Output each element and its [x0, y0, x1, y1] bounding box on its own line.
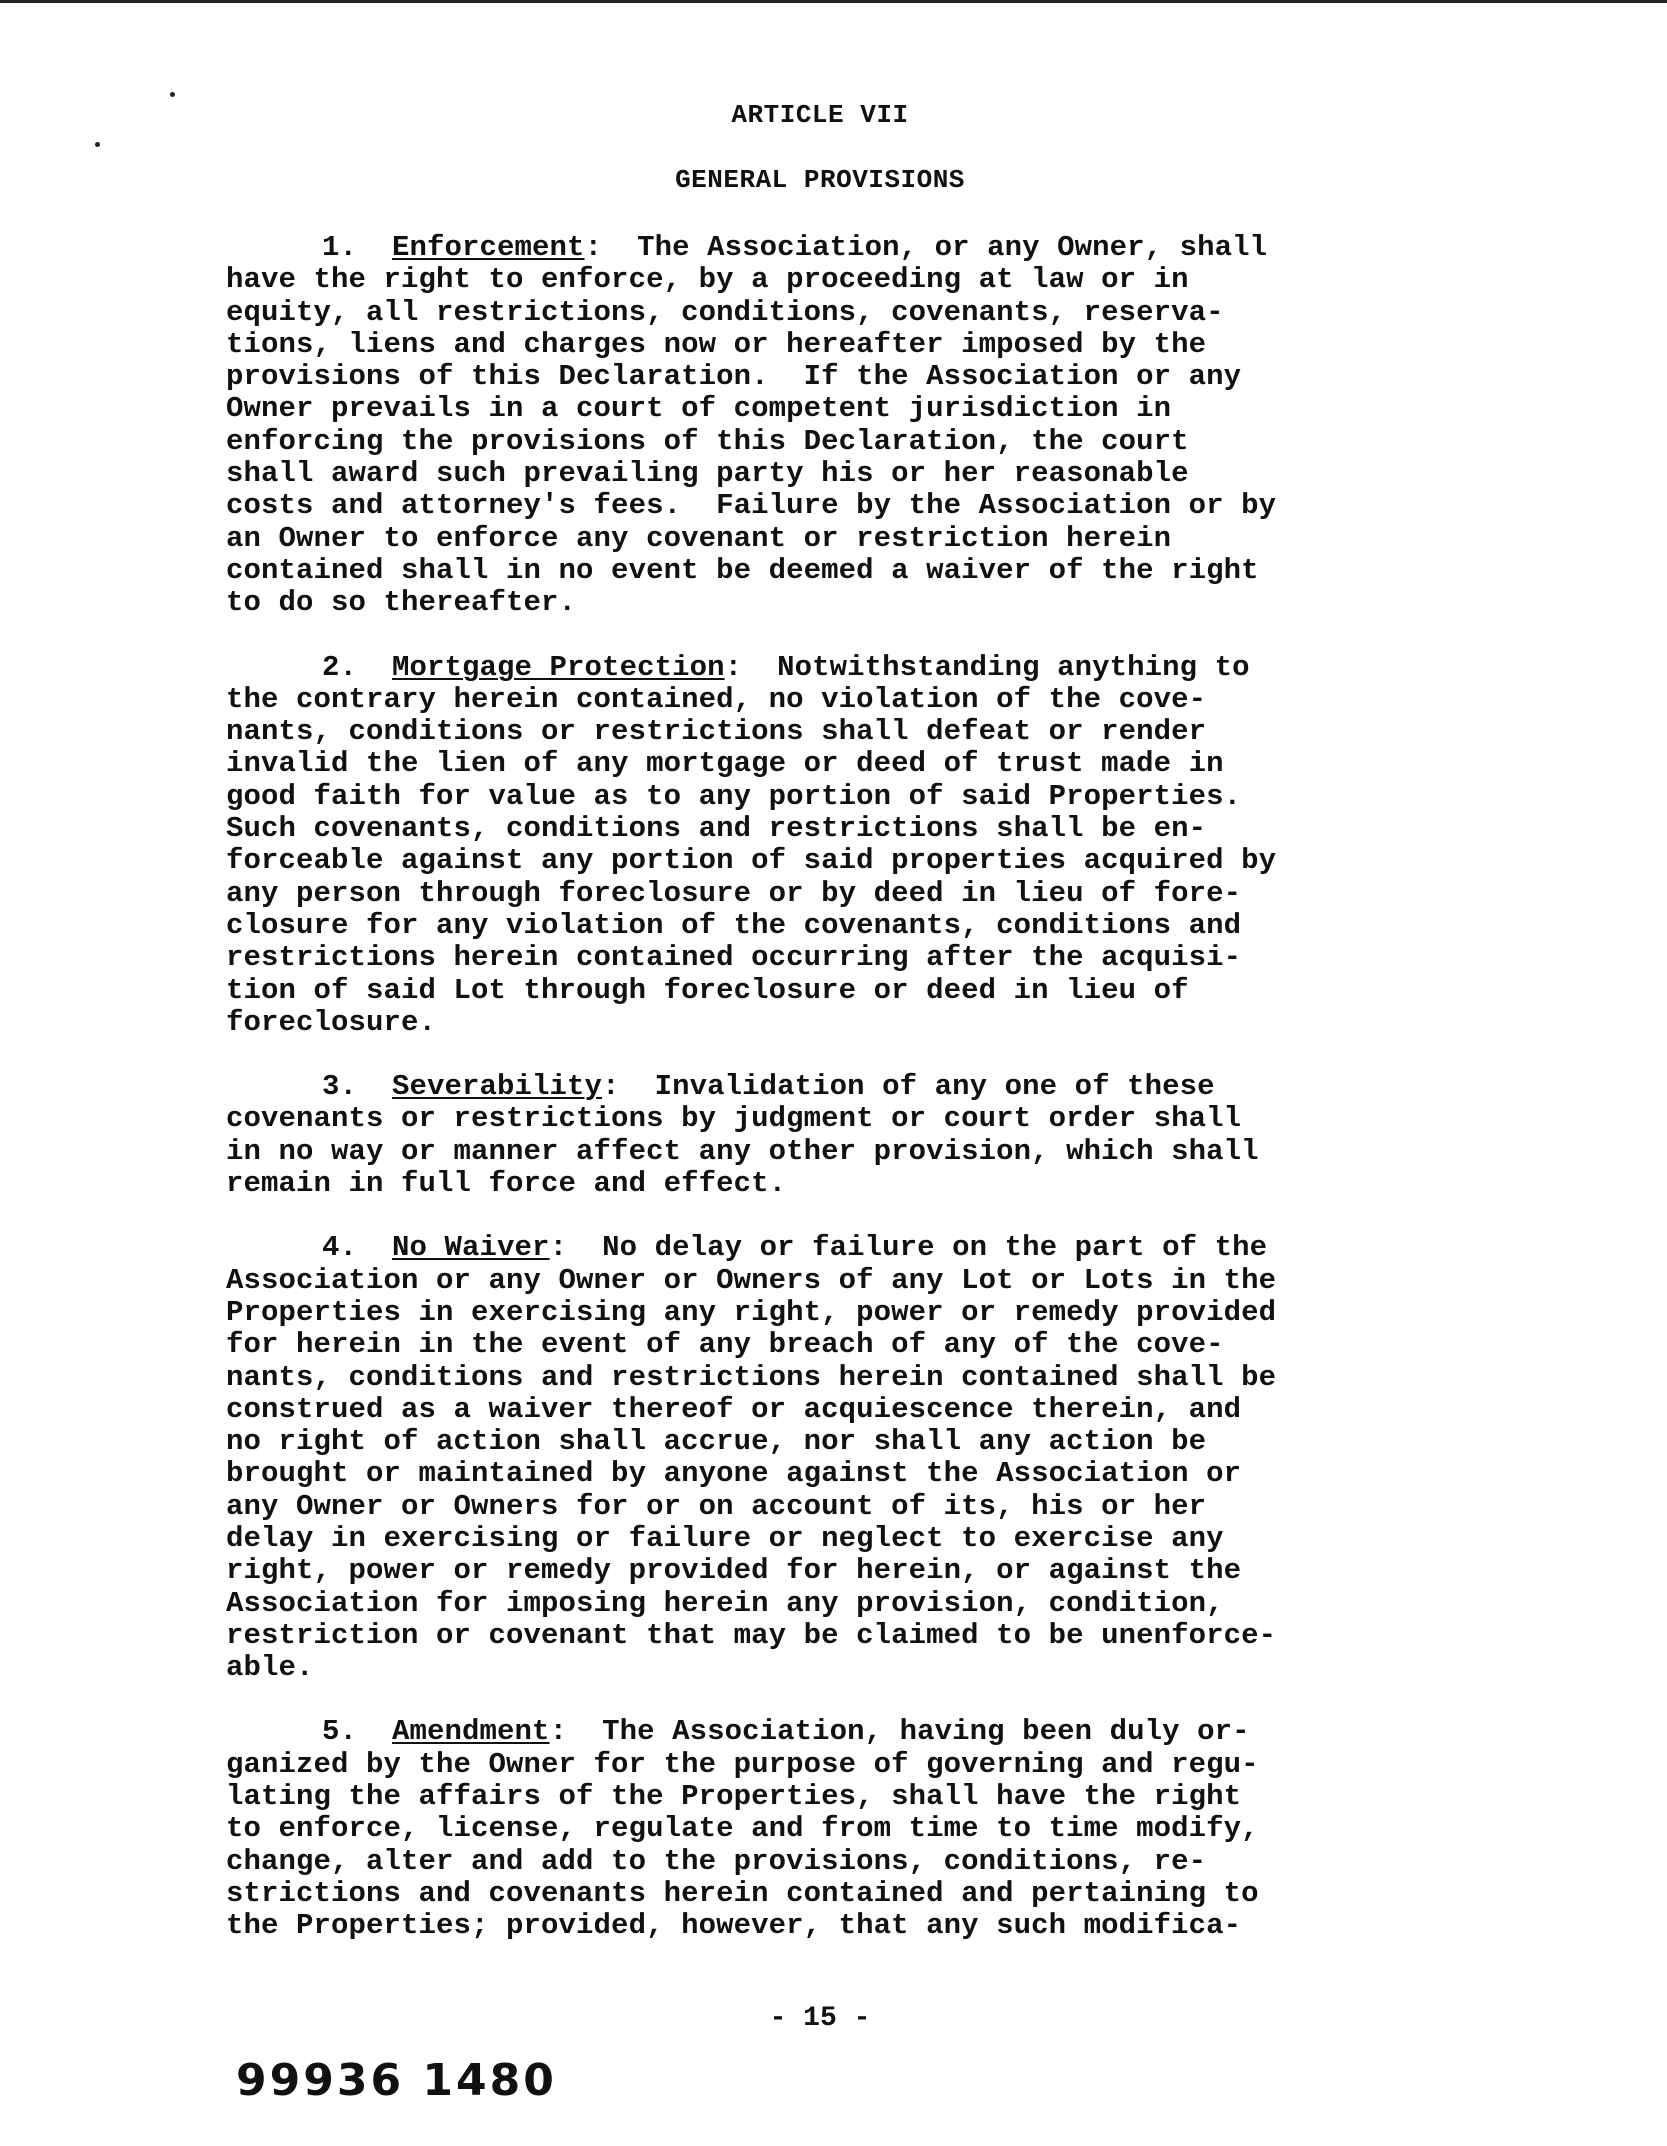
page-number: - 15 - [769, 2003, 871, 2034]
section-line: construed as a waiver thereof or acquiescence therein, and [226, 1392, 1242, 1426]
provision-section [226, 1071, 1416, 1200]
provision-section [226, 652, 1416, 1040]
section-text: Invalidation of any one of these [654, 1070, 1215, 1104]
section-text: Notwithstanding anything to [777, 650, 1250, 684]
section-number: 2. [322, 650, 358, 684]
section-line: any Owner or Owners for or on account of its, his or her [226, 1489, 1207, 1523]
section-caption: Amendment [392, 1715, 550, 1749]
section-line: remain in full force and effect. [226, 1167, 787, 1201]
section-line: nants, conditions or restrictions shall defeat or render [226, 715, 1207, 749]
section-number: 5. [322, 1715, 358, 1749]
section-line: no right of action shall accrue, nor shall any action be [226, 1425, 1207, 1459]
provision-section [226, 1232, 1416, 1684]
section-first-line: 1. Enforcement: The Association, or any Owner, shall [322, 231, 1268, 264]
section-text: The Association, or any Owner, shall [637, 231, 1268, 264]
section-line: brought or maintained by anyone against the Association or [226, 1457, 1242, 1491]
section-line: Properties in exercising any right, power or remedy provided [226, 1295, 1277, 1329]
section-line: tion of said Lot through foreclosure or deed in lieu of [226, 973, 1189, 1007]
section-line: to enforce, license, regulate and from time to time modify, [226, 1812, 1259, 1846]
section-line: shall award such prevailing party his or her reasonable [226, 457, 1189, 491]
section-line: ganized by the Owner for the purpose of governing and regu- [226, 1747, 1259, 1781]
section-caption: No Waiver [392, 1231, 550, 1265]
section-line: foreclosure. [226, 1005, 437, 1039]
section-line: closure for any violation of the covenants, conditions and [226, 908, 1242, 942]
section-line: Association for imposing herein any provision, condition, [226, 1586, 1224, 1620]
document-number: 99936 1480 [236, 2055, 557, 2106]
section-line: Such covenants, conditions and restrictions shall be en- [226, 812, 1207, 846]
section-line: have the right to enforce, by a proceeding at law or in [226, 263, 1189, 297]
section-line: covenants or restrictions by judgment or court order shall [226, 1102, 1242, 1136]
section-line: for herein in the event of any breach of any of the cove- [226, 1328, 1224, 1362]
section-line: provisions of this Declaration. If the Association or any [226, 360, 1242, 394]
section-first-line: 2. Mortgage Protection: Notwithstanding anything to [322, 650, 1250, 684]
section-line: the Properties; provided, however, that any such modifica- [226, 1909, 1242, 1943]
section-first-line: 3. Severability: Invalidation of any one of these [322, 1070, 1215, 1104]
section-text: The Association, having been duly or- [602, 1715, 1250, 1749]
section-line: good faith for value as to any portion of said Properties. [226, 779, 1242, 813]
section-line: strictions and covenants herein contained and pertaining to [226, 1876, 1259, 1910]
section-line: forceable against any portion of said properties acquired by [226, 844, 1277, 878]
provision-section [226, 1716, 1416, 1942]
section-line: in no way or manner affect any other provision, which shall [226, 1134, 1259, 1168]
section-first-line: 4. No Waiver: No delay or failure on the part of the [322, 1231, 1268, 1265]
section-line: the contrary herein contained, no violation of the cove- [226, 682, 1207, 716]
scan-top-edge [0, 0, 1667, 3]
scan-speck [170, 92, 175, 97]
section-number: 4. [322, 1231, 358, 1265]
section-number: 3. [322, 1070, 358, 1104]
section-line: contained shall in no event be deemed a waiver of the right [226, 553, 1259, 587]
section-text: No delay or failure on the part of the [602, 1231, 1268, 1265]
section-line: an Owner to enforce any covenant or restriction herein [226, 521, 1172, 555]
provisions-body [226, 232, 1416, 1975]
section-line: nants, conditions and restrictions herein contained shall be [226, 1360, 1277, 1394]
section-first-line: 5. Amendment: The Association, having been duly or- [322, 1715, 1250, 1749]
section-line: restrictions herein contained occurring after the acquisi- [226, 941, 1242, 975]
section-line: Association or any Owner or Owners of any Lot or Lots in the [226, 1263, 1277, 1297]
section-caption: Enforcement [392, 231, 585, 264]
section-line: change, alter and add to the provisions, conditions, re- [226, 1844, 1207, 1878]
section-line: costs and attorney's fees. Failure by the Association or by [226, 489, 1277, 523]
section-line: restriction or covenant that may be claimed to be unenforce- [226, 1618, 1277, 1652]
section-line: right, power or remedy provided for herein, or against the [226, 1554, 1242, 1588]
section-title: GENERAL PROVISIONS [675, 165, 965, 195]
section-number: 1. [322, 231, 358, 264]
section-line: lating the affairs of the Properties, shall have the right [226, 1780, 1242, 1814]
article-heading: ARTICLE VII [731, 100, 909, 130]
section-line: to do so thereafter. [226, 586, 577, 620]
section-caption: Mortgage Protection [392, 650, 725, 684]
section-line: equity, all restrictions, conditions, covenants, reserva- [226, 295, 1224, 329]
section-line: tions, liens and charges now or hereafter imposed by the [226, 327, 1207, 361]
section-line: Owner prevails in a court of competent jurisdiction in [226, 392, 1172, 426]
section-line: any person through foreclosure or by deed in lieu of fore- [226, 876, 1242, 910]
section-line: enforcing the provisions of this Declaration, the court [226, 424, 1189, 458]
section-line: delay in exercising or failure or neglect to exercise any [226, 1521, 1224, 1555]
section-line: invalid the lien of any mortgage or deed of trust made in [226, 747, 1224, 781]
provision-section [226, 232, 1416, 620]
section-line: able. [226, 1651, 314, 1685]
scan-speck [95, 142, 100, 147]
section-caption: Severability [392, 1070, 603, 1104]
